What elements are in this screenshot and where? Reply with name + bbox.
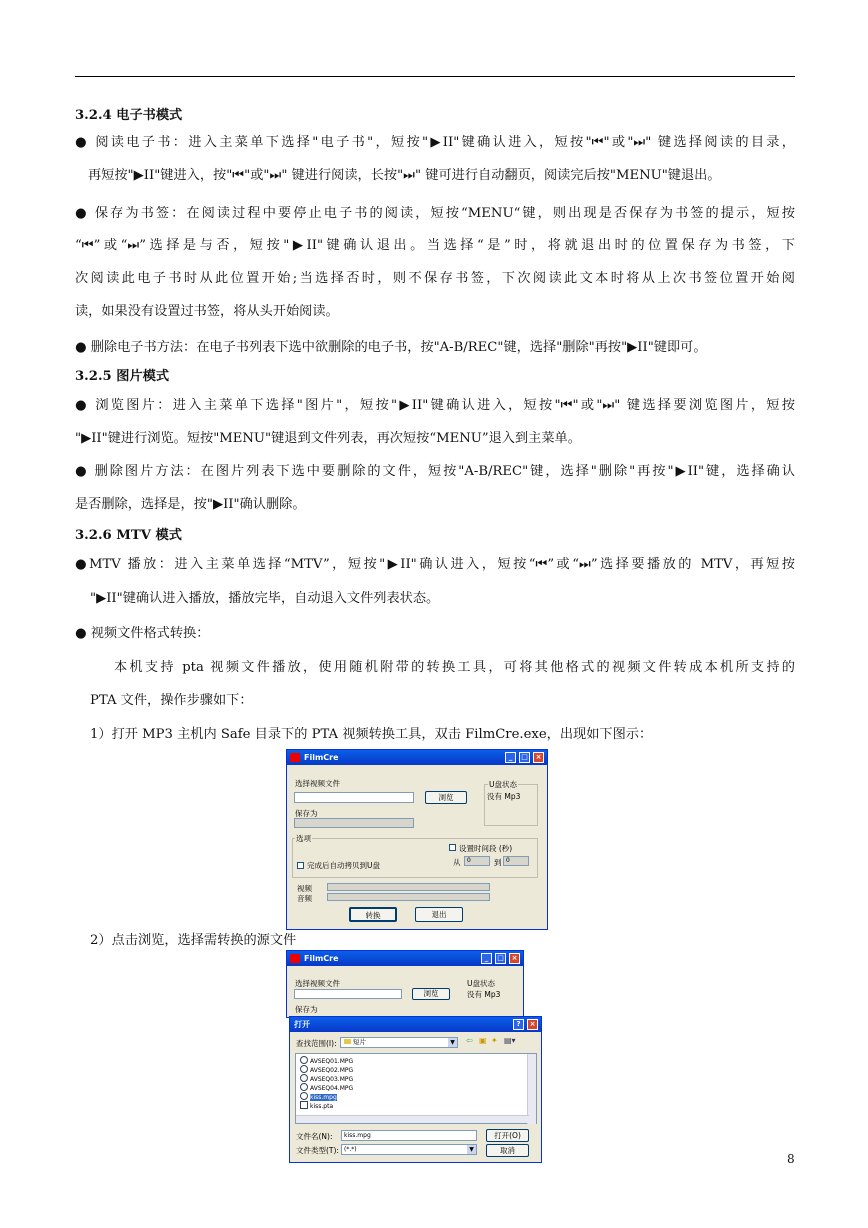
app-icon [290, 954, 300, 963]
to-label: 到 [494, 858, 502, 867]
udisk-title: U盘状态 [467, 979, 495, 988]
new-folder-icon[interactable]: ✦ [491, 1036, 498, 1045]
filetype-select[interactable] [341, 1144, 477, 1155]
header-rule [75, 76, 795, 77]
file-list [295, 1053, 537, 1124]
paragraph-line: 是否删除，选择是，按"▶II"确认删除。 [75, 497, 306, 512]
browse-button[interactable]: 浏览 [412, 988, 450, 1000]
paragraph-line: "▶II"键确认进入播放，播放完毕，自动退入文件列表状态。 [90, 591, 440, 606]
file-item-selected[interactable]: kiss.mpg [300, 1092, 337, 1102]
saveas-input[interactable] [294, 818, 414, 828]
heading-picture: 3.2.5 图片模式 [75, 369, 170, 384]
chevron-down-icon[interactable]: ▼ [467, 1145, 476, 1154]
paragraph-line: ● 视频文件格式转换： [75, 626, 210, 641]
set-time-label: 设置时间段 (秒) [459, 844, 513, 853]
title-bar [287, 750, 547, 765]
saveas-label: 保存为 [295, 809, 318, 818]
paragraph-line: ● 删除电子书方法：在电子书列表下选中欲删除的电子书，按"A-B/REC"键，选择"删除"再按"▶II"键即可。 [75, 340, 707, 355]
audio-progress [327, 893, 490, 901]
up-folder-icon[interactable]: ▣ [479, 1036, 487, 1045]
udisk-title: U盘状态 [489, 780, 517, 789]
saveas-label: 保存为 [295, 1005, 318, 1014]
source-input[interactable] [294, 792, 414, 803]
file-item[interactable]: AVSEQ03.MPG [300, 1074, 353, 1084]
horizontal-scrollbar[interactable] [296, 1115, 529, 1123]
filename-input[interactable]: kiss.mpg [341, 1130, 477, 1141]
video-progress [327, 883, 490, 891]
help-icon[interactable]: ? [513, 1019, 524, 1030]
dialog-title: 打开 [294, 1020, 310, 1029]
close-icon[interactable]: × [509, 953, 520, 964]
media-file-icon [300, 1092, 308, 1100]
source-label: 选择视频文件 [295, 979, 340, 988]
source-label: 选择视频文件 [295, 779, 340, 788]
title-bar [290, 1017, 541, 1032]
minimize-icon[interactable]: _ [505, 752, 516, 763]
page-number: 8 [787, 1152, 795, 1166]
media-file-icon [300, 1056, 308, 1064]
paragraph-line: 读，如果没有设置过书签，将从头开始阅读。 [75, 304, 339, 319]
title-bar [287, 951, 523, 966]
filename-label: 文件名(N): [296, 1132, 333, 1141]
from-input[interactable]: 0 [464, 856, 490, 866]
maximize-icon[interactable]: □ [495, 953, 506, 964]
lookin-value: 短片 [353, 1038, 366, 1046]
filmcre-window-1 [286, 749, 548, 930]
paragraph-line: 次阅读此电子书时从此位置开始;当选择否时，则不保存书签，下次阅读此文本时将从上次书签位置开始阅 [75, 271, 795, 286]
convert-button[interactable]: 转换 [349, 907, 397, 922]
from-label: 从 [453, 858, 461, 867]
paragraph-line: 本机支持 pta 视频文件播放，使用随机附带的转换工具，可将其他格式的视频文件转成本机所支持的 [114, 660, 795, 675]
auto-copy-checkbox[interactable] [297, 862, 304, 869]
media-file-icon [300, 1083, 308, 1091]
filetype-value: (*.*) [344, 1146, 357, 1153]
file-item[interactable]: AVSEQ01.MPG [300, 1056, 353, 1066]
file-item[interactable]: kiss.pta [300, 1101, 333, 1111]
file-item[interactable]: AVSEQ02.MPG [300, 1065, 353, 1075]
lookin-label: 查找范围(I): [296, 1039, 337, 1048]
chevron-down-icon[interactable]: ▼ [448, 1038, 457, 1047]
audio-label: 音频 [297, 894, 312, 903]
maximize-icon[interactable]: □ [519, 752, 530, 763]
options-label: 选项 [296, 834, 311, 843]
minimize-icon[interactable]: _ [481, 953, 492, 964]
video-label: 视频 [297, 884, 312, 893]
step-1: 1）打开 MP3 主机内 Safe 目录下的 PTA 视频转换工具，双击 FilmCre.exe，出现如下图示： [90, 727, 653, 742]
browse-button[interactable]: 浏览 [425, 791, 467, 804]
open-button[interactable]: 打开(O) [486, 1129, 529, 1142]
file-icon [300, 1101, 308, 1109]
media-file-icon [300, 1065, 308, 1073]
udisk-status: 没有 Mp3 [487, 792, 521, 801]
cancel-button[interactable]: 取消 [486, 1144, 529, 1157]
vertical-scrollbar[interactable] [527, 1054, 536, 1124]
paragraph-line: ● 浏览图片：进入主菜单下选择"图片"，短按"▶II"键确认进入，短按"⏮"或"⏭" 键选择要浏览图片，短按 [75, 398, 795, 413]
app-icon [290, 753, 300, 762]
window-title: FilmCre [304, 753, 339, 762]
filmcre-window-2 [286, 950, 524, 1018]
view-menu-icon[interactable]: ▤▾ [504, 1036, 516, 1045]
close-icon[interactable]: × [527, 1019, 538, 1030]
auto-copy-label: 完成后自动拷贝到U盘 [307, 861, 380, 870]
source-input[interactable] [294, 989, 402, 999]
paragraph-line: PTA 文件，操作步骤如下： [90, 693, 253, 708]
paragraph-line: "▶II"键进行浏览。短按"MENU"键退到文件列表，再次短按“MENU”退入到主菜单。 [75, 431, 581, 446]
window-title: FilmCre [304, 954, 339, 963]
media-file-icon [300, 1074, 308, 1082]
heading-ebook: 3.2.4 电子书模式 [75, 108, 183, 123]
filetype-label: 文件类型(T): [296, 1146, 339, 1155]
udisk-status: 没有 Mp3 [467, 990, 501, 999]
step-2: 2）点击浏览，选择需转换的源文件 [90, 933, 297, 948]
paragraph-line: ● 阅读电子书：进入主菜单下选择"电子书"，短按"▶II"键确认进入，短按"⏮"或"⏭" 键选择阅读的目录， [75, 135, 795, 150]
paragraph-line: ● 保存为书签：在阅读过程中要停止电子书的阅读，短按“MENU“键，则出现是否保存为书签的提示，短按 [75, 206, 795, 221]
folder-icon [344, 1039, 351, 1044]
exit-button[interactable]: 退出 [415, 907, 463, 922]
lookin-select[interactable] [340, 1037, 458, 1048]
to-input[interactable]: 0 [503, 856, 529, 866]
paragraph-line: ●MTV 播放：进入主菜单选择“MTV”，短按"▶II"确认进入，短按“⏮”或“⏭”选择要播放的 MTV，再短按 [75, 557, 795, 572]
paragraph-line: “⏮”或“⏭”选择是与否，短按"▶II"键确认退出。当选择“是”时，将就退出时的位置保存为书签，下 [75, 238, 795, 253]
file-item[interactable]: AVSEQ04.MPG [300, 1083, 353, 1093]
paragraph-line: ● 删除图片方法：在图片列表下选中要删除的文件，短按"A-B/REC"键，选择"删除"再按"▶II"键，选择确认 [75, 464, 795, 479]
set-time-checkbox[interactable] [449, 844, 456, 851]
open-dialog [289, 1016, 542, 1163]
back-icon[interactable]: ⇦ [466, 1036, 473, 1045]
paragraph-line: 再短按"▶II"键进入，按"⏮"或"⏭" 键进行阅读，长按"⏭" 键可进行自动翻页，阅读完后按"MENU"键退出。 [88, 168, 721, 183]
close-icon[interactable]: × [533, 752, 544, 763]
heading-mtv: 3.2.6 MTV 模式 [75, 528, 182, 543]
